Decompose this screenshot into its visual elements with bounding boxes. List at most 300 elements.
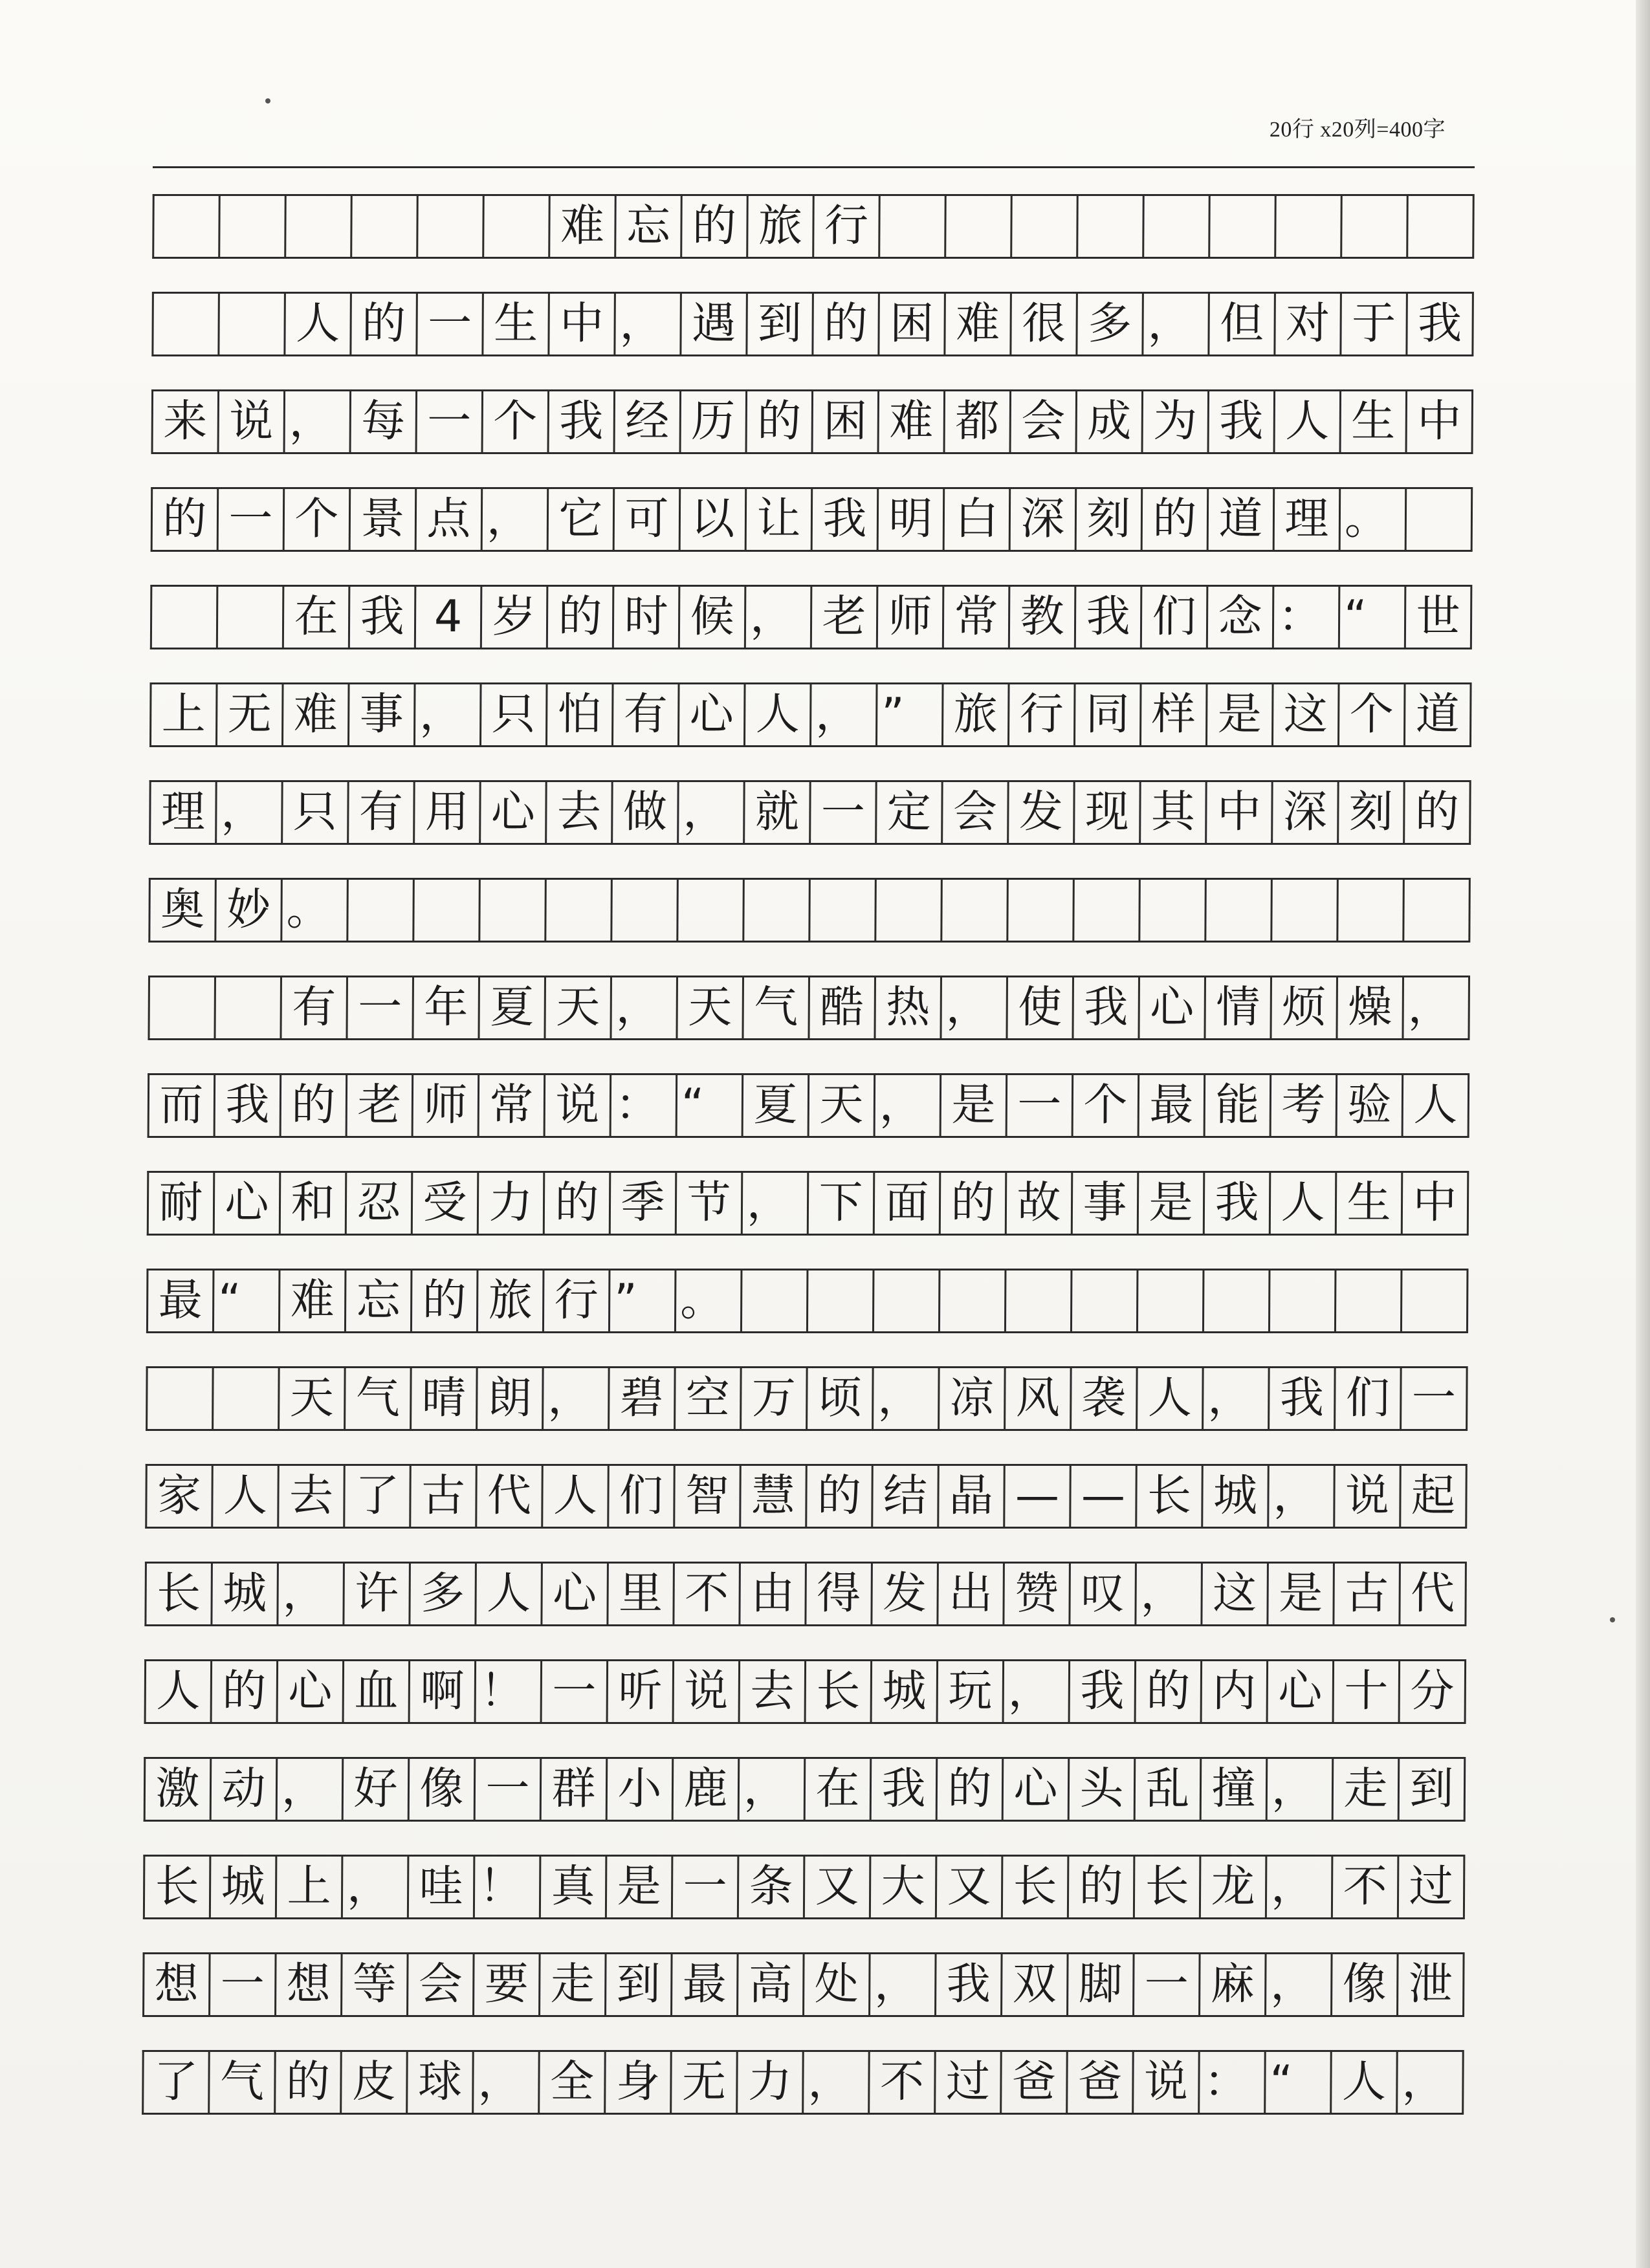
grid-cell: 是 — [941, 1075, 1008, 1136]
grid-cell: 是 — [607, 1857, 674, 1917]
grid-cell — [1270, 1270, 1337, 1331]
grid-cell: 一 — [542, 1661, 609, 1722]
grid-cell: 起 — [1401, 1466, 1468, 1527]
grid-cell: 一 — [1007, 1075, 1074, 1136]
grid-cell: 人 — [543, 1466, 610, 1527]
grid-row — [145, 1464, 1468, 1529]
grid-cell: “ — [1266, 2052, 1332, 2113]
grid-cell — [1140, 880, 1207, 941]
grid-cell: 理 — [1275, 489, 1341, 550]
grid-cell: 对 — [1275, 294, 1342, 354]
grid-cell: 血 — [344, 1661, 411, 1722]
grid-cell: 到 — [747, 294, 814, 354]
grid-cell: 同 — [1075, 684, 1142, 745]
grid-cell: 旅 — [748, 196, 815, 257]
grid-cell: 可 — [615, 489, 681, 550]
grid-cell: 气 — [210, 2052, 276, 2113]
grid-cell: ， — [875, 1075, 942, 1136]
grid-row — [146, 1366, 1468, 1431]
grid-cell: ： — [611, 1075, 678, 1136]
grid-cell: 又 — [805, 1857, 872, 1917]
grid-cell: 难 — [945, 294, 1012, 354]
grid-cell — [1006, 1270, 1073, 1331]
grid-cell — [484, 196, 551, 257]
grid-cell: 古 — [411, 1466, 478, 1527]
grid-cell: ， — [679, 782, 745, 843]
grid-cell — [220, 196, 287, 257]
grid-cell: 哇 — [409, 1857, 476, 1917]
grid-cell: 耐 — [149, 1173, 215, 1234]
grid-cell: 激 — [146, 1759, 212, 1820]
grid-cell: 困 — [879, 294, 946, 354]
grid-cell: 无 — [217, 684, 284, 745]
grid-row — [151, 292, 1474, 356]
grid-cell: 道 — [1209, 489, 1275, 550]
grid-cell: 不 — [870, 2052, 936, 2113]
grid-cell: 于 — [1341, 294, 1408, 354]
grid-cell: 道 — [1405, 684, 1472, 745]
grid-cell: ， — [941, 977, 1008, 1038]
grid-cell: 我 — [813, 489, 879, 550]
grid-cell: 许 — [344, 1564, 411, 1624]
grid-cell: 想 — [276, 1954, 343, 2015]
grid-cell: ， — [1403, 977, 1470, 1038]
grid-cell: 的 — [941, 1173, 1007, 1234]
grid-cell: 由 — [740, 1564, 807, 1624]
grid-cell: 有 — [349, 782, 415, 843]
grid-cell: 生 — [1337, 1173, 1403, 1234]
grid-cell: ， — [811, 684, 878, 745]
grid-cell: 发 — [872, 1564, 939, 1624]
grid-cell: 像 — [1332, 1954, 1399, 2015]
grid-cell: 的 — [281, 1075, 348, 1136]
grid-cell: 万 — [742, 1368, 808, 1429]
grid-cell: 用 — [415, 782, 481, 843]
grid-cell: 天 — [280, 1368, 346, 1429]
grid-cell: 会 — [408, 1954, 475, 2015]
grid-cell: 心 — [215, 1173, 281, 1234]
grid-cell — [480, 880, 547, 941]
grid-cell: 们 — [609, 1466, 676, 1527]
grid-cell: 力 — [738, 2052, 804, 2113]
grid-cell: 。 — [1341, 489, 1407, 550]
grid-cell — [219, 294, 286, 354]
grid-cell: 说 — [1134, 2052, 1200, 2113]
grid-size-note: 20行 x20列=400字 — [1269, 118, 1446, 142]
grid-cell: 人 — [146, 1661, 213, 1722]
grid-cell: 一 — [1402, 1368, 1468, 1429]
grid-cell: 忘 — [616, 196, 683, 257]
grid-row — [143, 1855, 1466, 1919]
grid-cell: 人 — [1271, 1173, 1337, 1234]
grid-cell: 鹿 — [674, 1759, 740, 1820]
grid-cell — [1404, 880, 1471, 941]
grid-cell: 泄 — [1398, 1954, 1465, 2015]
grid-cell: 会 — [1011, 391, 1078, 452]
grid-cell: 球 — [408, 2052, 474, 2113]
grid-cell: 常 — [479, 1075, 546, 1136]
grid-cell: ： — [1274, 587, 1341, 648]
grid-cell: 定 — [877, 782, 943, 843]
grid-cell: 十 — [1334, 1661, 1401, 1722]
grid-cell: 。 — [282, 880, 349, 941]
grid-cell: 玩 — [938, 1661, 1005, 1722]
grid-cell: 一 — [210, 1954, 277, 2015]
grid-cell: 它 — [549, 489, 615, 550]
grid-cell: 天 — [545, 977, 612, 1038]
grid-cell — [152, 587, 219, 648]
grid-cell: ， — [1398, 2052, 1464, 2113]
grid-cell: 空 — [676, 1368, 742, 1429]
grid-cell: 最 — [148, 1270, 215, 1331]
grid-cell: 使 — [1007, 977, 1074, 1038]
grid-cell: 城 — [1203, 1466, 1270, 1527]
grid-cell: 了 — [144, 2052, 210, 2113]
grid-cell: 中 — [1207, 782, 1273, 843]
grid-cell: 中 — [549, 294, 616, 354]
grid-cell: 心 — [1268, 1661, 1335, 1722]
grid-cell: 面 — [875, 1173, 941, 1234]
grid-cell: 我 — [549, 391, 616, 452]
grid-cell: ， — [1143, 294, 1210, 354]
grid-cell: 古 — [1334, 1564, 1401, 1624]
grid-cell: 明 — [879, 489, 945, 550]
grid-cell: 我 — [872, 1759, 938, 1820]
grid-cell — [149, 977, 216, 1038]
grid-cell: 我 — [350, 587, 417, 648]
grid-cell: 顷 — [808, 1368, 874, 1429]
grid-cell: 心 — [1139, 977, 1206, 1038]
grid-cell: 皮 — [342, 2052, 408, 2113]
grid-cell: 和 — [281, 1173, 347, 1234]
grid-cell: 身 — [606, 2052, 672, 2113]
grid-cell: 个 — [1073, 1075, 1140, 1136]
grid-cell: 走 — [1334, 1759, 1400, 1820]
grid-cell: 上 — [151, 684, 218, 745]
grid-cell: 过 — [936, 2052, 1002, 2113]
grid-cell: 说 — [1335, 1466, 1402, 1527]
grid-cell: 这 — [1202, 1564, 1269, 1624]
grid-cell: 们 — [1336, 1368, 1402, 1429]
grid-cell: ， — [615, 294, 682, 354]
grid-cell: ” — [610, 1270, 677, 1331]
grid-cell — [678, 880, 745, 941]
grid-cell: 内 — [1202, 1661, 1269, 1722]
grid-cell: “ — [214, 1270, 281, 1331]
grid-cell: 袭 — [1072, 1368, 1138, 1429]
grid-cell: 气 — [346, 1368, 412, 1429]
grid-cell: 到 — [1400, 1759, 1466, 1820]
grid-cell: “ — [1340, 587, 1407, 648]
grid-cell: 燥 — [1337, 977, 1404, 1038]
grid-row — [149, 780, 1471, 845]
grid-cell: 的 — [938, 1759, 1004, 1820]
grid-cell: 的 — [153, 489, 219, 550]
grid-cell — [1276, 196, 1343, 257]
grid-cell: 要 — [474, 1954, 541, 2015]
grid-cell — [1210, 196, 1277, 257]
grid-cell — [153, 294, 220, 354]
grid-cell: 考 — [1271, 1075, 1338, 1136]
grid-cell: ， — [544, 1368, 610, 1429]
grid-cell: 有 — [281, 977, 348, 1038]
grid-cell: 夏 — [479, 977, 546, 1038]
grid-cell: ， — [1268, 1759, 1334, 1820]
grid-cell: 的 — [351, 294, 418, 354]
grid-cell: 上 — [277, 1857, 344, 1917]
grid-cell: 我 — [215, 1075, 282, 1136]
grid-cell: 的 — [1136, 1661, 1203, 1722]
grid-cell: 城 — [212, 1564, 279, 1624]
grid-row — [151, 487, 1473, 552]
grid-cell: 我 — [1070, 1661, 1137, 1722]
grid-cell: 一 — [417, 391, 484, 452]
grid-cell: 困 — [813, 391, 880, 452]
grid-cell: 世 — [1406, 587, 1473, 648]
grid-cell: ， — [740, 1759, 806, 1820]
grid-cell: ： — [1200, 2052, 1266, 2113]
grid-cell: 力 — [479, 1173, 545, 1234]
grid-cell: 群 — [542, 1759, 608, 1820]
grid-cell: 人 — [1138, 1368, 1204, 1429]
grid-cell: ， — [278, 1564, 345, 1624]
grid-cell: 的 — [412, 1270, 479, 1331]
grid-cell — [1206, 880, 1273, 941]
grid-cell: 龙 — [1201, 1857, 1268, 1917]
grid-cell: 结 — [873, 1466, 940, 1527]
grid-row — [144, 1659, 1467, 1724]
grid-cell — [1272, 880, 1339, 941]
grid-cell: 怕 — [547, 684, 614, 745]
grid-cell: 的 — [545, 1173, 611, 1234]
grid-cell: 而 — [149, 1075, 216, 1136]
grid-cell — [946, 196, 1013, 257]
grid-cell: 了 — [345, 1466, 412, 1527]
grid-cell: 头 — [1070, 1759, 1136, 1820]
grid-cell: ， — [874, 1368, 940, 1429]
grid-cell: 心 — [542, 1564, 609, 1624]
grid-cell: 们 — [1142, 587, 1209, 648]
grid-cell: 天 — [809, 1075, 876, 1136]
grid-cell: 季 — [611, 1173, 677, 1234]
grid-cell: 又 — [937, 1857, 1004, 1917]
grid-cell: 最 — [672, 1954, 739, 2015]
grid-cell: 小 — [608, 1759, 674, 1820]
grid-cell: 是 — [1207, 684, 1274, 745]
grid-cell: 妙 — [216, 880, 283, 941]
grid-cell: 忍 — [347, 1173, 413, 1234]
grid-cell: 遇 — [681, 294, 748, 354]
grid-cell — [1407, 489, 1473, 550]
grid-cell: 受 — [413, 1173, 479, 1234]
grid-cell: 全 — [540, 2052, 606, 2113]
grid-cell: 都 — [945, 391, 1012, 452]
grid-cell: 理 — [151, 782, 217, 843]
grid-cell: 说 — [674, 1661, 741, 1722]
grid-cell: 只 — [283, 782, 349, 843]
grid-cell: 点 — [417, 489, 483, 550]
grid-cell: 代 — [477, 1466, 544, 1527]
grid-cell: 夏 — [743, 1075, 810, 1136]
grid-cell: 景 — [351, 489, 417, 550]
grid-cell: 好 — [344, 1759, 410, 1820]
grid-cell: 只 — [481, 684, 548, 745]
grid-cell: 一 — [219, 489, 285, 550]
grid-cell: “ — [677, 1075, 744, 1136]
grid-cell: 4 — [416, 587, 483, 648]
grid-cell: 人 — [1403, 1075, 1470, 1136]
grid-cell: 师 — [878, 587, 945, 648]
grid-cell: — — [1071, 1466, 1138, 1527]
grid-cell — [286, 196, 353, 257]
grid-cell: 长 — [1137, 1466, 1204, 1527]
grid-cell — [874, 1270, 941, 1331]
grid-cell: 气 — [743, 977, 810, 1038]
grid-cell: 的 — [747, 391, 814, 452]
grid-cell: 大 — [871, 1857, 938, 1917]
grid-cell — [1008, 880, 1075, 941]
grid-cell: ！ — [475, 1857, 542, 1917]
grid-cell: 朗 — [478, 1368, 544, 1429]
grid-cell: 晴 — [412, 1368, 478, 1429]
grid-cell: 念 — [1208, 587, 1275, 648]
grid-cell — [1204, 1270, 1271, 1331]
grid-cell: 故 — [1007, 1173, 1073, 1234]
grid-cell — [154, 196, 221, 257]
grid-cell: ， — [870, 1954, 937, 2015]
grid-cell — [418, 196, 485, 257]
grid-cell: 无 — [672, 2052, 738, 2113]
grid-cell: 的 — [813, 294, 880, 354]
grid-cell: 过 — [1399, 1857, 1466, 1917]
grid-cell: 热 — [875, 977, 942, 1038]
grid-cell: 我 — [936, 1954, 1003, 2015]
grid-cell: 到 — [606, 1954, 673, 2015]
essay-writing-grid — [142, 166, 1475, 2143]
grid-cell — [1078, 196, 1145, 257]
grid-row — [147, 1171, 1469, 1236]
grid-cell: 脚 — [1068, 1954, 1135, 2015]
grid-cell: ， — [278, 1759, 344, 1820]
grid-cell: 我 — [1076, 587, 1143, 648]
grid-cell: 我 — [1073, 977, 1140, 1038]
grid-cell: 家 — [147, 1466, 214, 1527]
grid-row — [149, 682, 1472, 747]
grid-row — [152, 194, 1475, 259]
grid-cell: 生 — [1341, 391, 1408, 452]
grid-cell: 双 — [1002, 1954, 1069, 2015]
grid-cell: 白 — [945, 489, 1011, 550]
grid-cell — [1012, 196, 1079, 257]
grid-cell: 人 — [745, 684, 812, 745]
grid-cell — [148, 1368, 214, 1429]
grid-cell: 心 — [481, 782, 547, 843]
grid-cell: ， — [217, 782, 283, 843]
grid-cell: 事 — [1073, 1173, 1139, 1234]
grid-cell: 真 — [541, 1857, 608, 1917]
grid-cell: 走 — [540, 1954, 607, 2015]
grid-row — [148, 1073, 1470, 1138]
grid-cell: 烦 — [1271, 977, 1338, 1038]
grid-row — [148, 976, 1470, 1040]
grid-cell: 做 — [613, 782, 679, 843]
grid-cell: ， — [474, 2052, 540, 2113]
grid-cell: 年 — [413, 977, 480, 1038]
grid-cell: 一 — [811, 782, 877, 843]
grid-cell: 的 — [1069, 1857, 1136, 1917]
grid-cell: 候 — [680, 587, 747, 648]
grid-cell — [612, 880, 679, 941]
grid-cell: 想 — [144, 1954, 211, 2015]
grid-cell: 难 — [283, 684, 350, 745]
grid-cell — [1074, 880, 1141, 941]
grid-cell: 慧 — [741, 1466, 808, 1527]
grid-cell: 的 — [682, 196, 749, 257]
grid-cell: 去 — [279, 1466, 346, 1527]
grid-cell — [742, 1270, 809, 1331]
grid-cell: 分 — [1400, 1661, 1467, 1722]
grid-cell: 听 — [608, 1661, 675, 1722]
grid-cell: 爸 — [1068, 2052, 1134, 2113]
grid-cell: 现 — [1075, 782, 1141, 843]
grid-cell: 刻 — [1077, 489, 1143, 550]
grid-cell: 得 — [806, 1564, 873, 1624]
grid-cell: 刻 — [1339, 782, 1405, 843]
grid-cell: 情 — [1205, 977, 1272, 1038]
grid-cell — [546, 880, 613, 941]
grid-cell: ， — [804, 2052, 870, 2113]
grid-cell: 岁 — [482, 587, 549, 648]
grid-cell: 爸 — [1002, 2052, 1068, 2113]
grid-cell: 在 — [806, 1759, 872, 1820]
grid-cell: 长 — [146, 1564, 213, 1624]
grid-row — [148, 878, 1471, 943]
grid-cell: ！ — [476, 1661, 543, 1722]
grid-cell: 其 — [1141, 782, 1207, 843]
grid-cell: 难 — [280, 1270, 347, 1331]
grid-cell: ， — [285, 391, 352, 452]
grid-cell — [876, 880, 943, 941]
grid-cell: 像 — [410, 1759, 476, 1820]
grid-cell: 长 — [1135, 1857, 1202, 1917]
grid-cell: ， — [483, 489, 549, 550]
grid-cell: 这 — [1273, 684, 1340, 745]
grid-cell: 我 — [1407, 294, 1474, 354]
grid-cell: 心 — [1004, 1759, 1070, 1820]
grid-cell: 城 — [211, 1857, 278, 1917]
grid-cell: 人 — [285, 294, 352, 354]
grid-cell: ， — [343, 1857, 410, 1917]
grid-cell: 处 — [804, 1954, 871, 2015]
grid-cell: 一 — [347, 977, 414, 1038]
grid-cell — [1402, 1270, 1469, 1331]
grid-cell: 高 — [738, 1954, 805, 2015]
grid-cell — [808, 1270, 875, 1331]
grid-cell: ， — [1204, 1368, 1270, 1429]
grid-cell: 让 — [747, 489, 813, 550]
grid-cell: — — [1005, 1466, 1072, 1527]
grid-cell: 中 — [1407, 391, 1474, 452]
grid-cell: ” — [877, 684, 944, 745]
grid-cell: 出 — [938, 1564, 1005, 1624]
grid-row — [142, 2050, 1464, 2115]
grid-cell: 天 — [677, 977, 744, 1038]
grid-cell — [880, 196, 947, 257]
grid-cell: 常 — [944, 587, 1011, 648]
grid-cell: 去 — [547, 782, 613, 843]
grid-cell: 来 — [153, 391, 220, 452]
grid-cell: 老 — [812, 587, 879, 648]
